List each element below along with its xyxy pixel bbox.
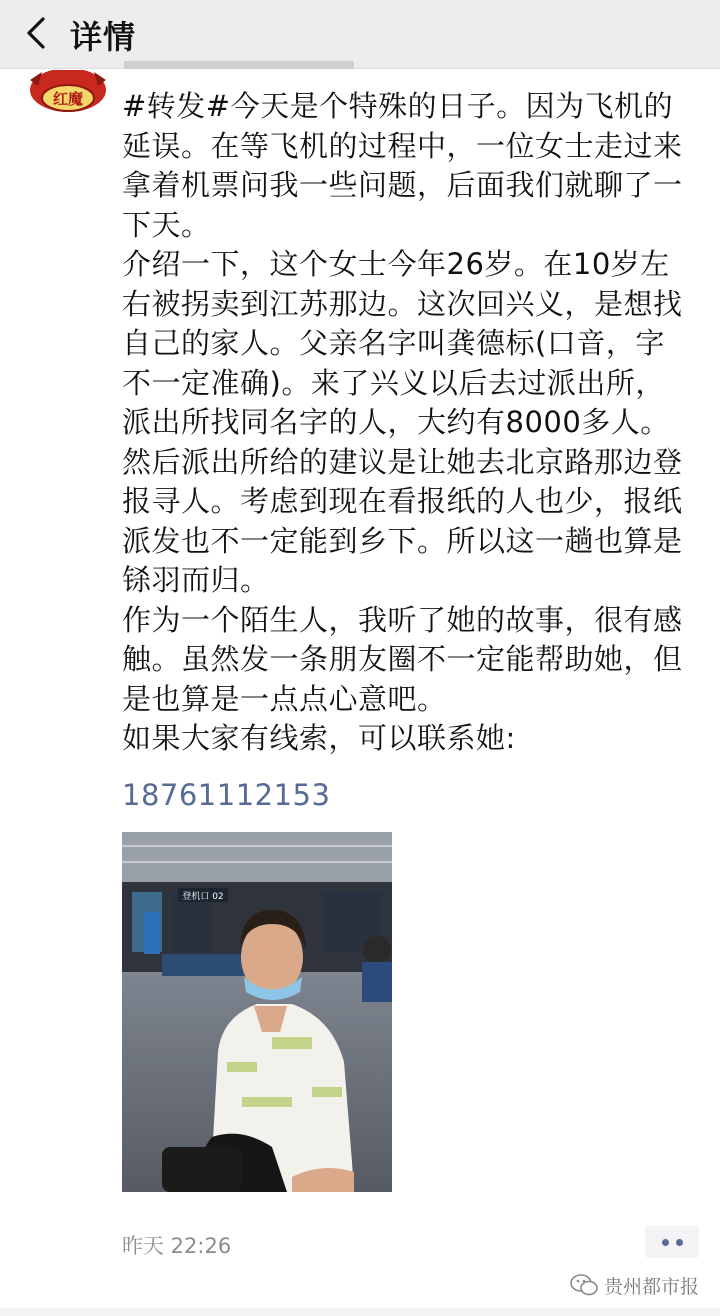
post-paragraph: 如果大家有线索，可以联系她: — [122, 721, 516, 755]
post-timestamp: 昨天 22:26 — [122, 1234, 232, 1258]
chevron-left-icon — [25, 16, 47, 50]
avatar[interactable] — [28, 70, 108, 116]
back-button[interactable] — [14, 8, 58, 58]
page-title: 详情 — [70, 18, 137, 56]
post-photo[interactable] — [122, 832, 392, 1192]
avatar-logo-text: 红魔 — [52, 90, 84, 108]
source-watermark — [570, 1270, 699, 1300]
post-paragraph: 作为一个陌生人，我听了她的故事，很有感触。虽然发一条朋友圈不一定能帮助她，但是也算是一点点心意吧。 — [122, 602, 683, 716]
wechat-logo-icon — [570, 1273, 598, 1297]
post-paragraph: #转发#今天是个特殊的日子。因为飞机的延误。在等飞机的过程中，一位女士走过来拿着机票问我一些问题，后面我们就聊了一下天。 — [122, 89, 683, 242]
author-name-cropped — [120, 60, 380, 74]
watermark-text: 贵州都市报 — [604, 1275, 700, 1298]
post-paragraph: 介绍一下，这个女士今年26岁。在10岁左右被拐卖到江苏那边。这次回兴义，是想找自己的家人。父亲名字叫龚德标(口音，字不一定准确)。来了兴义以后去过派出所，派出所找同名字的人，大约有8000多人。然后派出所给的建议是让她去北京路那边登报寻人。考虑到现在看报纸的人也少，报纸派发也不一定能到乡下。所以这一趟也算是铩羽而归。 — [122, 247, 683, 597]
photo-gate-sign: 登机口 02 — [182, 892, 224, 902]
post-content — [122, 87, 690, 759]
top-navigation-bar — [0, 0, 720, 69]
divider — [0, 1308, 720, 1316]
dot-icon — [662, 1239, 669, 1246]
dot-icon — [676, 1239, 683, 1246]
phone-number-link[interactable]: 18761112153 — [122, 778, 331, 812]
more-actions-button[interactable] — [645, 1226, 699, 1258]
